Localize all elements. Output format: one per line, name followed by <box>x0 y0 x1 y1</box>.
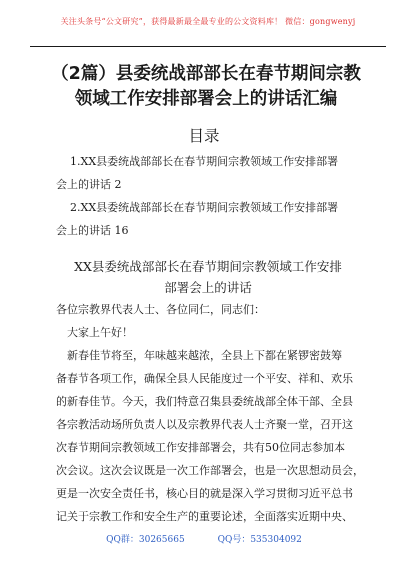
paragraph-line: 记关于宗教工作和安全生产的重要论述，全面落实近期中央、 <box>56 510 353 523</box>
toc-entry-2: 2.XX县委统战部部长在春节期间宗教领域工作安排部署 <box>70 201 339 214</box>
speech-body <box>56 298 364 528</box>
toc-heading: 目录 <box>188 127 220 145</box>
speech-title-line-2: 部署会上的讲话 <box>164 280 252 295</box>
paragraph-line: 次会议。这次会议既是一次工作部署会，也是一次思想动员会， <box>56 464 364 477</box>
paragraph-line: 次春节期间宗教领域工作安排部署会，共有50位同志参加本 <box>56 441 345 454</box>
paragraph-line: 的新春佳节。今天，我们特意召集县委统战部全体干部、全县 <box>56 395 353 408</box>
document-title <box>44 62 368 112</box>
paragraph-line: 各宗教活动场所负责人以及宗教界代表人士齐聚一堂，召开这 <box>56 418 353 431</box>
page-header-promo: 关注头条号“公文研究”，获得最新最全最专业的公文资料库！ 微信：gongwenyj <box>60 17 356 26</box>
salutation: 各位宗教界代表人士、各位同仁，同志们： <box>56 303 265 316</box>
document-title-line-2: 领域工作安排部署会上的讲话汇编 <box>74 89 338 109</box>
paragraph-line: 备春节各项工作，确保全县人民能度过一个平安、祥和、欢乐 <box>56 372 353 385</box>
toc-entry-1-continued: 会上的讲话 2 <box>56 178 122 191</box>
footer-qq-number: QQ号：535304092 <box>217 535 302 545</box>
table-of-contents <box>56 150 360 242</box>
page-footer <box>0 532 408 545</box>
greeting: 大家上午好！ <box>67 326 133 339</box>
toc-entry-1: 1.XX县委统战部部长在春节期间宗教领域工作安排部署 <box>70 155 339 168</box>
footer-qq-group: QQ群：30265665 <box>106 535 185 545</box>
header-divider <box>30 46 386 47</box>
toc-entry-2-continued: 会上的讲话 16 <box>56 224 129 237</box>
paragraph-line: 新春佳节将至，年味越来越浓，全县上下都在紧锣密鼓筹 <box>67 349 342 362</box>
speech-title <box>62 256 354 298</box>
paragraph-line: 更是一次安全责任书，核心目的就是深入学习贯彻习近平总书 <box>56 487 353 500</box>
document-title-line-1: （2篇）县委统战部部长在春节期间宗教 <box>51 64 361 84</box>
speech-title-line-1: XX县委统战部部长在春节期间宗教领域工作安排 <box>74 259 342 274</box>
